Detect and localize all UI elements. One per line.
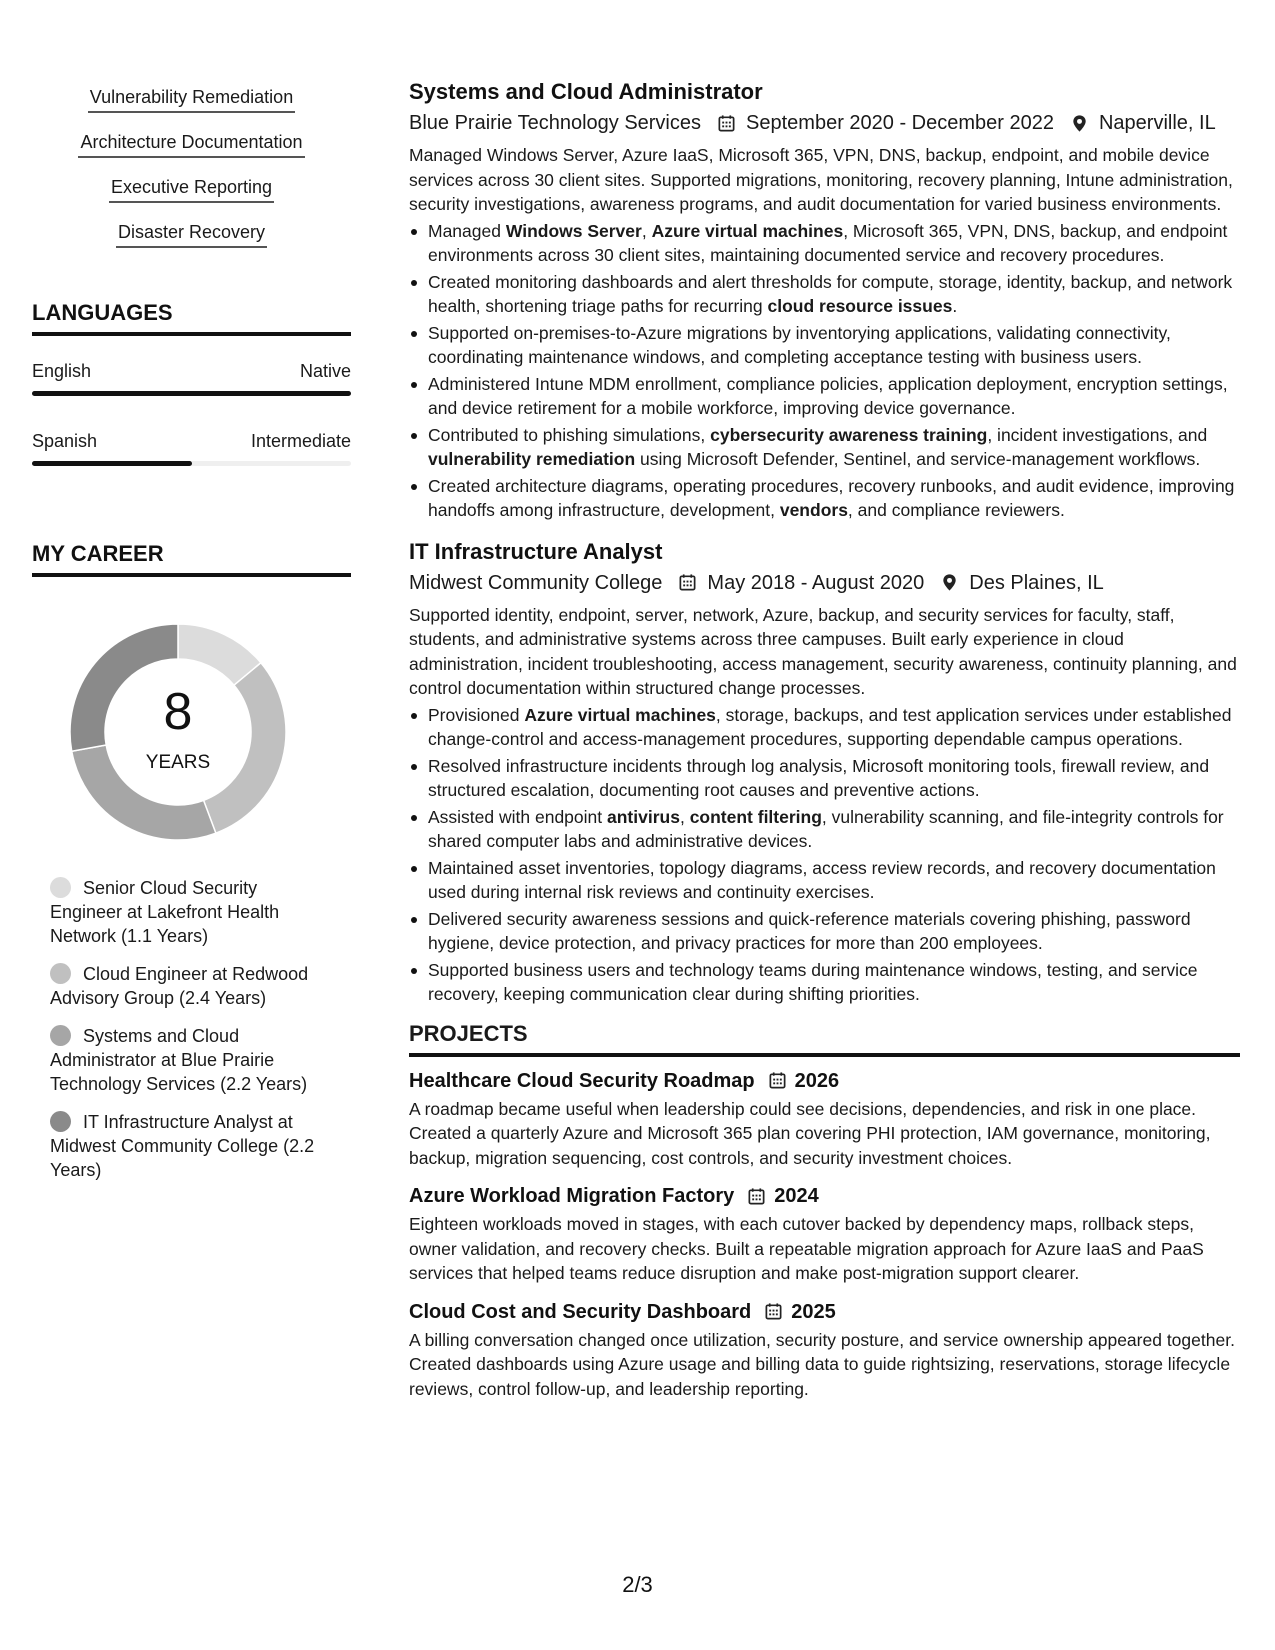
- skill-tag: Executive Reporting: [32, 176, 351, 221]
- experience-entry: [409, 537, 1239, 1007]
- job-summary: Supported identity, endpoint, server, network, Azure, backup, and security services for faculty, staff, students, and administrative systems across three campuses. Built early experience in cloud administration, incident troubleshooting, access management, security awareness, continuity planning, and control documentation within structured change processes.: [409, 604, 1237, 698]
- location-pin-icon: [1070, 114, 1089, 133]
- language-proficiency-bar: [32, 461, 351, 466]
- project-year: 2025: [791, 1300, 836, 1323]
- language-proficiency-fill: [32, 391, 351, 396]
- language-proficiency-bar: [32, 391, 351, 396]
- project-entry: [409, 1182, 1239, 1286]
- job-summary: Managed Windows Server, Azure IaaS, Microsoft 365, VPN, DNS, backup, endpoint, and mobile device services across 30 client sites. Supported migrations, monitoring, recovery planning, Intune administration, security investigations, awareness programs, and audit documentation for varied business environments.: [409, 145, 1233, 214]
- job-bullet: Supported business users and technology teams during maintenance windows, testing, and service recovery, keeping communication clear during shifting priorities.: [409, 958, 1239, 1007]
- project-title: Cloud Cost and Security Dashboard: [409, 1300, 752, 1323]
- job-dates: September 2020 - December 2022: [746, 112, 1054, 134]
- language-english: [32, 360, 351, 396]
- project-description: Eighteen workloads moved in stages, with each cutover backed by dependency maps, rollback steps, owner validation, and recovery checks. Built a repeatable migration approach for Azure IaaS and PaaS services that helped teams reduce disruption and make post-migration support clearer.: [409, 1214, 1204, 1283]
- job-company: Midwest Community College: [409, 571, 663, 594]
- job-bullet: Created architecture diagrams, operating procedures, recovery runbooks, and audit evidence, improving handoffs among infrastructure, development, vendors, and compliance reviewers.: [409, 474, 1239, 523]
- career-legend-item: Senior Cloud Security Engineer at Lakefront Health Network (1.1 Years): [50, 878, 280, 946]
- career-legend-item: Cloud Engineer at Redwood Advisory Group (2.4 Years): [50, 964, 309, 1008]
- project-description: A roadmap became useful when leadership could see decisions, dependencies, and risk in one place. Created a quarterly Azure and Microsoft 365 plan covering PHI protection, IAM governance, monitoring, backup, migration sequencing, cost controls, and security investment choices.: [409, 1098, 1211, 1168]
- job-bullet: Contributed to phishing simulations, cybersecurity awareness training, incident investigations, and vulnerability remediation using Microsoft Defender, Sentinel, and service-management workflows.: [409, 423, 1239, 472]
- job-location: Naperville, IL: [1098, 112, 1216, 134]
- project-description: A billing conversation changed once utilization, security posture, and service ownership appeared together. Created dashboards using Azure usage and billing data to guide rightsizing, reservations, storage lifecycle reviews, control follow-up, and leadership reporting.: [409, 1329, 1235, 1399]
- job-bullet: Supported on-premises-to-Azure migrations by inventorying applications, validating connectivity, coordinating maintenance windows, and completing acceptance testing with business users.: [409, 321, 1239, 370]
- skill-tag: Vulnerability Remediation: [32, 86, 351, 131]
- job-bullet: Resolved infrastructure incidents through log analysis, Microsoft monitoring tools, firewall review, and structured escalation, documenting root causes and preventive actions.: [409, 754, 1239, 803]
- job-title: Systems and Cloud Administrator: [409, 79, 763, 104]
- job-bullet: Delivered security awareness sessions and quick-reference materials covering phishing, password hygiene, device protection, and privacy practices for more than 200 employees.: [409, 907, 1239, 956]
- career-donut-center: [66, 620, 290, 844]
- career-heading: MY CAREER: [32, 541, 351, 577]
- career-legend-item: Systems and Cloud Administrator at Blue Prairie Technology Services (2.2 Years): [50, 1026, 308, 1094]
- skill-tag: Disaster Recovery: [32, 221, 351, 266]
- calendar-icon: [678, 573, 697, 592]
- job-bullet: Managed Windows Server, Azure virtual machines, Microsoft 365, VPN, DNS, backup, and endpoint environments across 30 client sites, maintaining documented service and recovery procedures.: [409, 219, 1239, 268]
- calendar-icon: [747, 1187, 766, 1206]
- experience-entry: [409, 77, 1239, 523]
- languages-heading: LANGUAGES: [32, 300, 351, 336]
- skill-tag: Architecture Documentation: [32, 131, 351, 176]
- job-company: Blue Prairie Technology Services: [409, 112, 702, 134]
- career-legend: [50, 876, 330, 1196]
- language-name: Spanish: [32, 431, 98, 451]
- location-pin-icon: [940, 573, 959, 592]
- job-bullet: Provisioned Azure virtual machines, storage, backups, and test application services under established change-control and access-management procedures, supporting dependable campus operations.: [409, 703, 1239, 752]
- calendar-icon: [768, 1071, 787, 1090]
- language-level: Native: [299, 361, 351, 381]
- career-total-label: YEARS: [145, 752, 211, 773]
- project-entry: [409, 1067, 1239, 1171]
- project-entry: [409, 1298, 1239, 1402]
- projects-heading: PROJECTS: [409, 1021, 1240, 1057]
- project-title: Azure Workload Migration Factory: [409, 1185, 735, 1207]
- calendar-icon: [764, 1302, 783, 1321]
- job-bullet: Assisted with endpoint antivirus, content filtering, vulnerability scanning, and file-integrity controls for shared computer labs and administrative devices.: [409, 805, 1239, 854]
- job-dates: May 2018 - August 2020: [707, 571, 925, 594]
- job-bullet: Maintained asset inventories, topology diagrams, access review records, and recovery documentation used during internal risk reviews and continuity exercises.: [409, 856, 1239, 905]
- job-bullet: Administered Intune MDM enrollment, compliance policies, application deployment, encryption settings, and device retirement for a mobile workforce, improving device governance.: [409, 372, 1239, 421]
- career-legend-item: IT Infrastructure Analyst at Midwest Community College (2.2 Years): [50, 1112, 315, 1180]
- job-bullets: [409, 219, 1239, 523]
- project-year: 2026: [794, 1069, 840, 1092]
- project-year: 2024: [774, 1185, 819, 1207]
- career-total-years: 8: [163, 683, 193, 741]
- job-meta: [409, 569, 1239, 597]
- language-level: Intermediate: [250, 431, 351, 451]
- calendar-icon: [717, 114, 736, 133]
- legend-dot-icon: [50, 1111, 71, 1132]
- job-meta: [409, 109, 1239, 137]
- legend-dot-icon: [50, 877, 71, 898]
- legend-dot-icon: [50, 1025, 71, 1046]
- legend-dot-icon: [50, 963, 71, 984]
- project-title: Healthcare Cloud Security Roadmap: [409, 1069, 755, 1092]
- language-name: English: [32, 361, 92, 381]
- job-bullet: Created monitoring dashboards and alert thresholds for compute, storage, identity, backup, and network health, shortening triage paths for recurring cloud resource issues.: [409, 270, 1239, 319]
- page-number: 2/3: [622, 1572, 653, 1597]
- main-content: [409, 77, 1239, 1413]
- language-spanish: [32, 430, 351, 466]
- skill-tags: [32, 0, 351, 266]
- career-donut-chart: [66, 620, 290, 844]
- job-title: IT Infrastructure Analyst: [409, 538, 663, 564]
- job-location: Des Plaines, IL: [969, 571, 1104, 594]
- job-bullets: [409, 703, 1239, 1007]
- sidebar: [32, 0, 351, 1180]
- language-proficiency-fill: [32, 461, 192, 466]
